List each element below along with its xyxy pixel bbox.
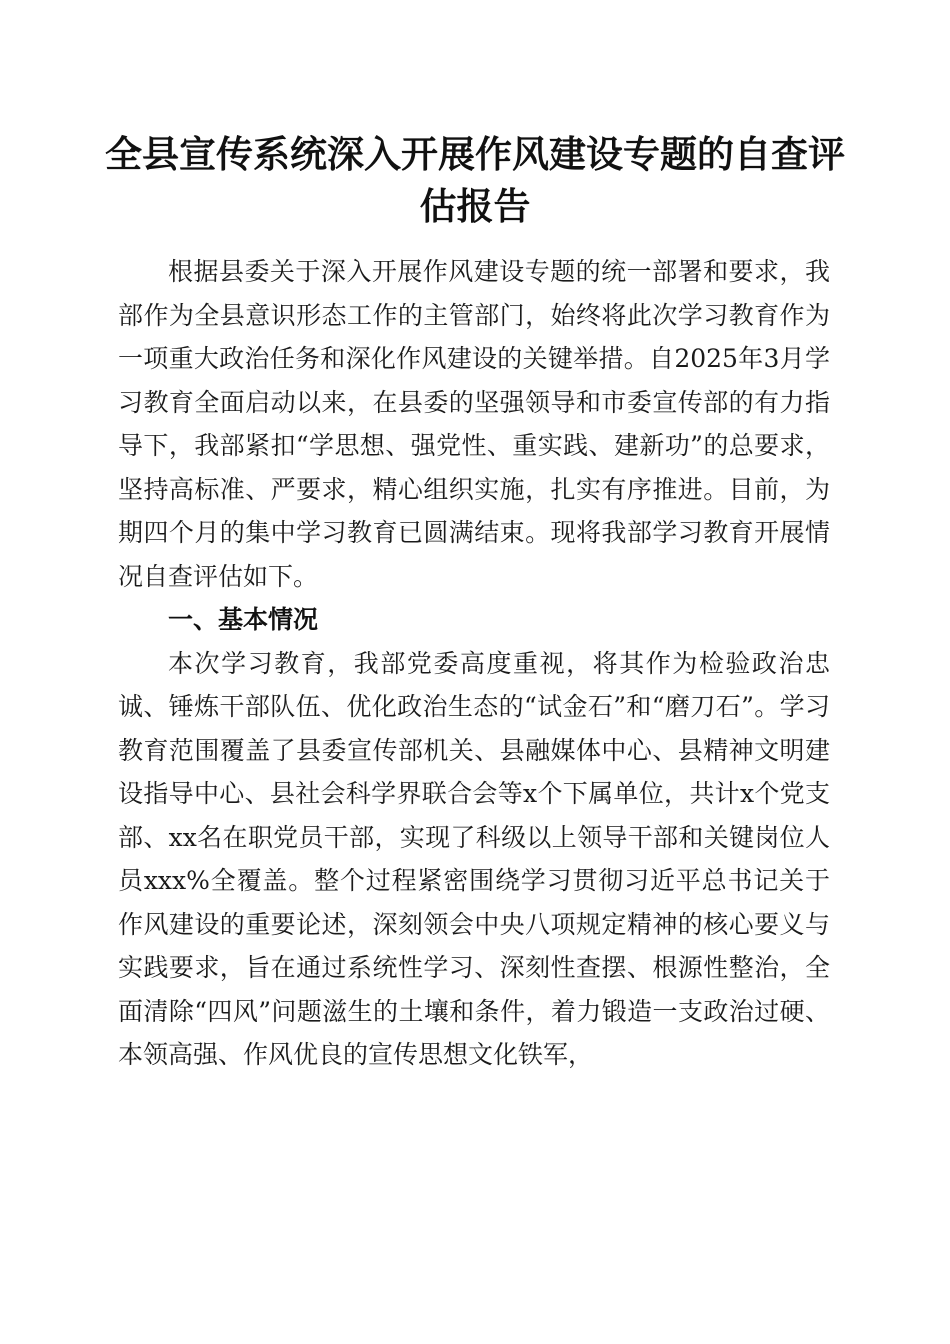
section-1-paragraph: 本次学习教育，我部党委高度重视，将其作为检验政治忠诚、锤炼干部队伍、优化政治生态的“试金石”和“磨刀石”。学习教育范围覆盖了县委宣传部机关、县融媒体中心、县精神文明建设指导中心、县社会科学界联合会等x个下属单位，共计x个党支部、xx名在职党员干部，实现了科级以上领导干部和关键岗位人员xxx%全覆盖。整个过程紧密围绕学习贯彻习近平总书记关于作风建设的重要论述，深刻领会中央八项规定精神的核心要义与实践要求，旨在通过系统性学习、深刻性查摆、根源性整治，全面清除“四风”问题滋生的土壤和条件，着力锻造一支政治过硬、本领高强、作风优良的宣传思想文化铁军， [118, 648, 830, 1069]
intro-paragraph: 根据县委关于深入开展作风建设专题的统一部署和要求，我部作为全县意识形态工作的主管部门，始终将此次学习教育作为一项重大政治任务和深化作风建设的关键举措。自2025年3月学习教育全面启动以来，在县委的坚强领导和市委宣传部的有力指导下，我部紧扣“学思想、强党性、重实践、建新功”的总要求，坚持高标准、严要求，精心组织实施，扎实有序推进。目前，为期四个月的集中学习教育已圆满结束。现将我部学习教育开展情况自查评估如下。 [118, 257, 830, 591]
section-heading-basic-situation: 一、基本情况 [168, 605, 319, 634]
document-title: 全县宣传系统深入开展作风建设专题的自查评估报告 [105, 132, 845, 228]
document-body [118, 250, 830, 1077]
